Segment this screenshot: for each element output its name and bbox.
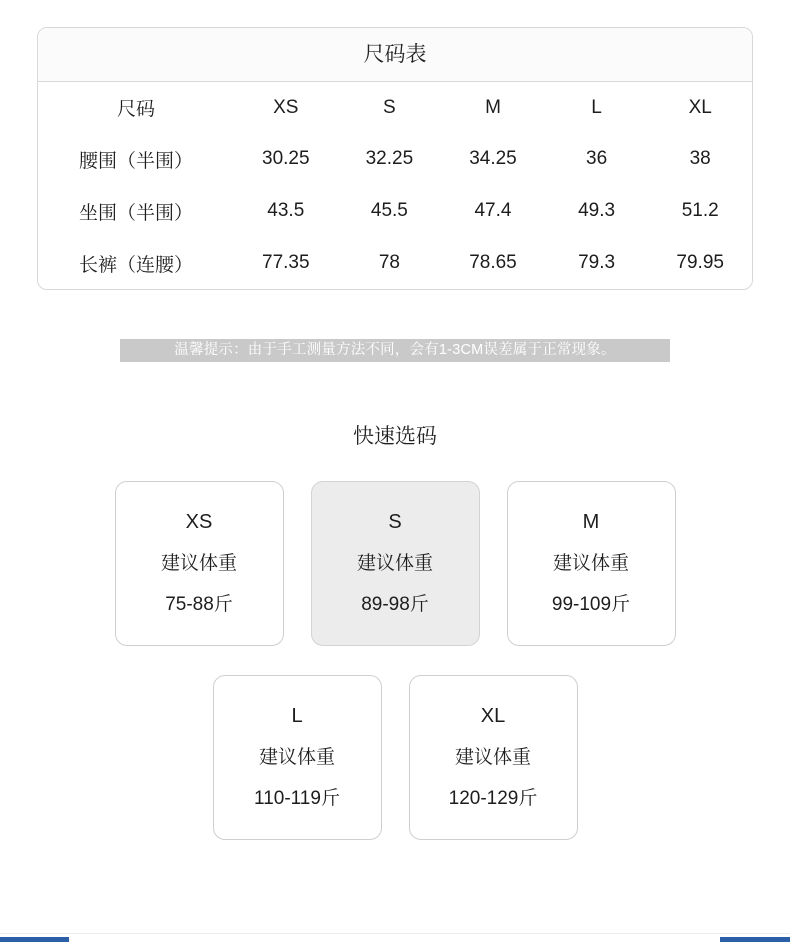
cell-waist-m: 34.25 — [469, 148, 517, 169]
cell-length-xs: 77.35 — [262, 252, 310, 273]
quick-pick-row-1 — [0, 481, 790, 646]
size-card-size-label: S — [388, 511, 402, 533]
quick-pick-row-2 — [0, 675, 790, 840]
size-card-size-label: XL — [480, 705, 506, 727]
size-card-weight-label: 建议体重 — [454, 747, 531, 768]
size-chart-head — [38, 82, 752, 133]
size-card-weight-range: 75-88斤 — [165, 594, 233, 615]
cell-waist-xs: 30.25 — [262, 148, 310, 169]
size-card-weight-range: 99-109斤 — [551, 594, 631, 615]
header-cell-xl: XL — [688, 96, 712, 118]
size-chart-body — [38, 133, 752, 289]
size-card-size-label: XS — [185, 511, 213, 533]
table-row — [38, 237, 752, 289]
table-row — [38, 185, 752, 237]
size-card-weight-range: 110-119斤 — [254, 788, 340, 809]
measurement-tip-banner: 温馨提示：由于手工测量方法不同，会有1-3CM误差属于正常现象。 — [120, 339, 670, 362]
row-label-waist: 腰围（半围） — [78, 150, 193, 172]
scrollbar-segment-left[interactable] — [0, 937, 69, 942]
size-card-weight-label: 建议体重 — [552, 553, 629, 574]
size-card-xs[interactable] — [115, 481, 284, 646]
size-card-l[interactable] — [213, 675, 382, 840]
cell-length-l: 79.3 — [578, 252, 616, 273]
cell-hip-l: 49.3 — [578, 200, 616, 221]
header-cell-s: S — [383, 96, 396, 118]
size-card-size-label: L — [291, 705, 303, 727]
cell-hip-s: 45.5 — [370, 200, 408, 221]
size-chart-card — [37, 27, 753, 290]
cell-waist-xl: 38 — [689, 148, 711, 169]
cell-hip-xs: 43.5 — [267, 200, 305, 221]
header-cell-l: L — [591, 96, 602, 118]
cell-hip-xl: 51.2 — [681, 200, 719, 221]
cell-length-xl: 79.95 — [676, 252, 724, 273]
header-cell-measure: 尺码 — [116, 99, 155, 120]
cell-waist-s: 32.25 — [365, 148, 414, 169]
cell-length-m: 78.65 — [469, 252, 517, 273]
cell-length-s: 78 — [378, 252, 400, 273]
size-card-m[interactable] — [507, 481, 676, 646]
cell-waist-l: 36 — [586, 148, 608, 169]
row-label-length: 长裤（连腰） — [78, 254, 193, 276]
header-cell-m: M — [485, 96, 501, 118]
size-card-weight-label: 建议体重 — [258, 747, 335, 768]
size-card-weight-label: 建议体重 — [356, 553, 433, 574]
scrollbar-segment-right[interactable] — [720, 937, 790, 942]
size-card-xl[interactable] — [409, 675, 578, 840]
quick-pick-title: 快速选码 — [353, 425, 437, 448]
table-header-row — [38, 82, 752, 133]
size-card-weight-range: 120-129斤 — [448, 788, 538, 809]
size-card-s[interactable] — [311, 481, 480, 646]
header-cell-xs: XS — [273, 96, 299, 118]
size-card-weight-label: 建议体重 — [160, 553, 237, 574]
size-chart-title: 尺码表 — [38, 28, 752, 82]
size-chart-table — [38, 82, 752, 289]
size-card-size-label: M — [582, 511, 600, 533]
table-row — [38, 133, 752, 185]
cell-hip-m: 47.4 — [474, 200, 512, 221]
horizontal-scrollbar[interactable] — [0, 933, 790, 948]
row-label-hip: 坐围（半围） — [78, 202, 193, 224]
size-card-weight-range: 89-98斤 — [361, 594, 429, 615]
